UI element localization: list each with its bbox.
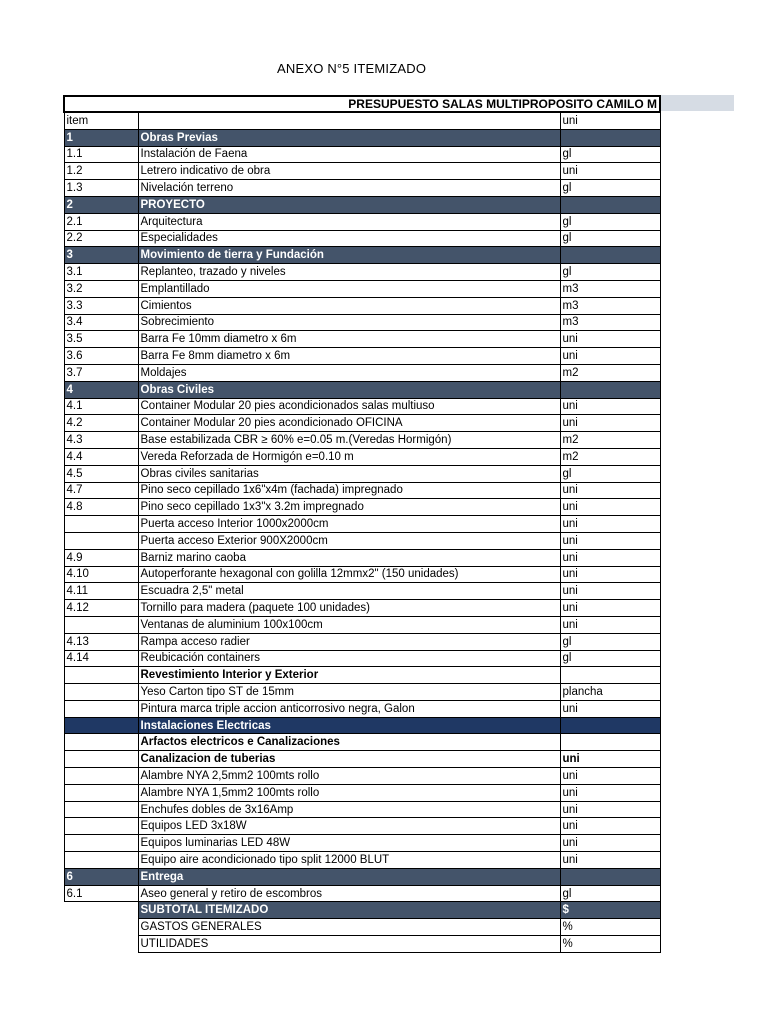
description-cell: Especialidades xyxy=(138,230,560,247)
table-row xyxy=(64,633,660,650)
description-cell: Obras Civiles xyxy=(138,381,560,398)
unit-cell xyxy=(560,129,660,146)
description-cell: Sobrecimiento xyxy=(138,314,560,331)
item-cell xyxy=(64,852,138,869)
description-cell: Yeso Carton tipo ST de 15mm xyxy=(138,684,560,701)
unit-cell: uni xyxy=(560,583,660,600)
table-row xyxy=(64,213,660,230)
table-row xyxy=(64,801,660,818)
table-row xyxy=(64,751,660,768)
description-cell: GASTOS GENERALES xyxy=(138,919,560,936)
item-cell: 4.4 xyxy=(64,448,138,465)
item-cell xyxy=(64,784,138,801)
item-cell: 3.4 xyxy=(64,314,138,331)
unit-cell: uni xyxy=(560,482,660,499)
description-cell xyxy=(138,112,560,129)
item-cell xyxy=(64,768,138,785)
description-cell: Canalizacion de tuberias xyxy=(138,751,560,768)
unit-cell: uni xyxy=(560,818,660,835)
item-cell: 3.1 xyxy=(64,264,138,281)
table-row xyxy=(64,532,660,549)
description-cell: Puerta acceso Exterior 900X2000cm xyxy=(138,532,560,549)
description-cell: Cimientos xyxy=(138,297,560,314)
unit-cell: uni xyxy=(560,415,660,432)
description-cell: Nivelación terreno xyxy=(138,180,560,197)
table-row xyxy=(64,348,660,365)
item-cell: 4.5 xyxy=(64,465,138,482)
item-cell: 2.2 xyxy=(64,230,138,247)
unit-cell xyxy=(560,381,660,398)
unit-cell: % xyxy=(560,919,660,936)
table-row xyxy=(64,868,660,885)
table-row xyxy=(64,264,660,281)
item-cell xyxy=(64,516,138,533)
table-row xyxy=(64,667,660,684)
unit-cell: uni xyxy=(560,398,660,415)
unit-cell: uni xyxy=(560,348,660,365)
item-cell: 3 xyxy=(64,247,138,264)
item-cell: 3.7 xyxy=(64,364,138,381)
description-cell: Equipos luminarias LED 48W xyxy=(138,835,560,852)
unit-cell: gl xyxy=(560,264,660,281)
description-cell: Pino seco cepillado 1x6"x4m (fachada) impregnado xyxy=(138,482,560,499)
document-title: ANEXO N°5 ITEMIZADO xyxy=(277,61,427,76)
unit-cell: uni xyxy=(560,835,660,852)
item-cell xyxy=(64,532,138,549)
table-row xyxy=(64,852,660,869)
table-row xyxy=(64,331,660,348)
unit-cell: $ xyxy=(560,902,660,919)
description-cell: Replanteo, trazado y niveles xyxy=(138,264,560,281)
description-cell: Alambre NYA 2,5mm2 100mts rollo xyxy=(138,768,560,785)
item-cell: 3.3 xyxy=(64,297,138,314)
unit-cell: uni xyxy=(560,331,660,348)
unit-cell xyxy=(560,734,660,751)
item-cell xyxy=(64,835,138,852)
table-row xyxy=(64,180,660,197)
unit-cell: uni xyxy=(560,616,660,633)
item-cell: 4.9 xyxy=(64,549,138,566)
unit-cell: uni xyxy=(560,499,660,516)
description-cell: Barra Fe 8mm diametro x 6m xyxy=(138,348,560,365)
item-cell: 4.7 xyxy=(64,482,138,499)
description-cell: Entrega xyxy=(138,868,560,885)
table-row xyxy=(64,768,660,785)
item-cell xyxy=(64,667,138,684)
description-cell: Tornillo para madera (paquete 100 unidades) xyxy=(138,600,560,617)
item-cell xyxy=(64,717,138,734)
item-cell xyxy=(64,902,138,919)
table-row xyxy=(64,381,660,398)
description-cell: Alambre NYA 1,5mm2 100mts rollo xyxy=(138,784,560,801)
unit-cell xyxy=(560,667,660,684)
unit-cell: m3 xyxy=(560,314,660,331)
description-cell: Equipo aire acondicionado tipo split 12000 BLUT xyxy=(138,852,560,869)
table-row xyxy=(64,112,660,129)
description-cell: Container Modular 20 pies acondicionado OFICINA xyxy=(138,415,560,432)
item-cell: 4.1 xyxy=(64,398,138,415)
table-row xyxy=(64,616,660,633)
description-cell: Barra Fe 10mm diametro x 6m xyxy=(138,331,560,348)
description-cell: Enchufes dobles de 3x16Amp xyxy=(138,801,560,818)
item-cell: 4 xyxy=(64,381,138,398)
description-cell: Escuadra 2,5" metal xyxy=(138,583,560,600)
unit-cell: uni xyxy=(560,163,660,180)
unit-cell: uni xyxy=(560,600,660,617)
item-cell xyxy=(64,936,138,953)
table-row xyxy=(64,902,660,919)
table-row xyxy=(64,196,660,213)
unit-cell xyxy=(560,196,660,213)
item-cell: 4.3 xyxy=(64,432,138,449)
unit-cell: gl xyxy=(560,465,660,482)
table-row xyxy=(64,835,660,852)
item-cell: 4.8 xyxy=(64,499,138,516)
unit-cell: uni xyxy=(560,516,660,533)
description-cell: Revestimiento Interior y Exterior xyxy=(138,667,560,684)
header-overflow-cell xyxy=(659,95,734,111)
description-cell: Autoperforante hexagonal con golilla 12mmx2" (150 unidades) xyxy=(138,566,560,583)
unit-cell xyxy=(560,717,660,734)
description-cell: Arfactos electricos e Canalizaciones xyxy=(138,734,560,751)
unit-cell: gl xyxy=(560,633,660,650)
description-cell: Movimiento de tierra y Fundación xyxy=(138,247,560,264)
table-row xyxy=(64,415,660,432)
item-cell xyxy=(64,801,138,818)
table-row xyxy=(64,600,660,617)
table-row xyxy=(64,936,660,953)
description-cell: Pino seco cepillado 1x3"x 3.2m impregnado xyxy=(138,499,560,516)
item-cell xyxy=(64,684,138,701)
unit-cell: gl xyxy=(560,650,660,667)
item-cell: 6.1 xyxy=(64,885,138,902)
item-cell: 4.11 xyxy=(64,583,138,600)
table-row xyxy=(64,700,660,717)
table-row xyxy=(64,885,660,902)
table-row xyxy=(64,919,660,936)
description-cell: Puerta acceso Interior 1000x2000cm xyxy=(138,516,560,533)
item-cell: 3.2 xyxy=(64,280,138,297)
table-row xyxy=(64,482,660,499)
item-cell: 4.10 xyxy=(64,566,138,583)
description-cell: Emplantillado xyxy=(138,280,560,297)
item-cell: 3.5 xyxy=(64,331,138,348)
table-row xyxy=(64,684,660,701)
table-row xyxy=(64,818,660,835)
unit-cell: m3 xyxy=(560,280,660,297)
table-row xyxy=(64,129,660,146)
item-cell: 2.1 xyxy=(64,213,138,230)
item-cell xyxy=(64,616,138,633)
unit-cell: m2 xyxy=(560,364,660,381)
item-cell xyxy=(64,751,138,768)
table-row xyxy=(64,280,660,297)
table-row xyxy=(64,516,660,533)
item-cell: 4.2 xyxy=(64,415,138,432)
unit-cell: uni xyxy=(560,700,660,717)
table-row xyxy=(64,784,660,801)
description-cell: Reubicación containers xyxy=(138,650,560,667)
item-cell: 4.12 xyxy=(64,600,138,617)
table-row xyxy=(64,314,660,331)
budget-table xyxy=(63,95,661,953)
table-row xyxy=(64,465,660,482)
description-cell: Moldajes xyxy=(138,364,560,381)
table-row xyxy=(64,398,660,415)
unit-cell: uni xyxy=(560,784,660,801)
table-row xyxy=(64,146,660,163)
description-cell: Rampa acceso radier xyxy=(138,633,560,650)
unit-cell: m3 xyxy=(560,297,660,314)
unit-cell: m2 xyxy=(560,432,660,449)
unit-cell: gl xyxy=(560,230,660,247)
item-cell: item xyxy=(64,112,138,129)
description-cell: Barniz marino caoba xyxy=(138,549,560,566)
table-row xyxy=(64,364,660,381)
unit-cell: uni xyxy=(560,801,660,818)
unit-cell: gl xyxy=(560,180,660,197)
description-cell: Arquitectura xyxy=(138,213,560,230)
unit-cell: % xyxy=(560,936,660,953)
description-cell: Base estabilizada CBR ≥ 60% e=0.05 m.(Veredas Hormigón) xyxy=(138,432,560,449)
table-row xyxy=(64,247,660,264)
description-cell: Instalación de Faena xyxy=(138,146,560,163)
description-cell: Aseo general y retiro de escombros xyxy=(138,885,560,902)
unit-cell: gl xyxy=(560,213,660,230)
unit-cell: gl xyxy=(560,146,660,163)
item-cell: 1.3 xyxy=(64,180,138,197)
unit-cell: plancha xyxy=(560,684,660,701)
item-cell: 6 xyxy=(64,868,138,885)
unit-cell: uni xyxy=(560,112,660,129)
unit-cell: uni xyxy=(560,566,660,583)
description-cell: Container Modular 20 pies acondicionados salas multiuso xyxy=(138,398,560,415)
unit-cell xyxy=(560,247,660,264)
description-cell: UTILIDADES xyxy=(138,936,560,953)
table-row xyxy=(64,566,660,583)
description-cell: Obras Previas xyxy=(138,129,560,146)
description-cell: Vereda Reforzada de Hormigón e=0.10 m xyxy=(138,448,560,465)
table-row xyxy=(64,230,660,247)
item-cell xyxy=(64,919,138,936)
item-cell: 1.2 xyxy=(64,163,138,180)
description-cell: Pintura marca triple accion anticorrosivo negra, Galon xyxy=(138,700,560,717)
unit-cell: uni xyxy=(560,768,660,785)
item-cell: 4.13 xyxy=(64,633,138,650)
description-cell: Instalaciones Electricas xyxy=(138,717,560,734)
budget-header-row xyxy=(64,96,660,112)
table-row xyxy=(64,583,660,600)
item-cell: 4.14 xyxy=(64,650,138,667)
unit-cell xyxy=(560,868,660,885)
unit-cell: uni xyxy=(560,549,660,566)
description-cell: Letrero indicativo de obra xyxy=(138,163,560,180)
unit-cell: uni xyxy=(560,532,660,549)
item-cell xyxy=(64,700,138,717)
unit-cell: uni xyxy=(560,852,660,869)
description-cell: Obras civiles sanitarias xyxy=(138,465,560,482)
table-row xyxy=(64,297,660,314)
table-row xyxy=(64,717,660,734)
unit-cell: uni xyxy=(560,751,660,768)
table-row xyxy=(64,650,660,667)
description-cell: SUBTOTAL ITEMIZADO xyxy=(138,902,560,919)
unit-cell: gl xyxy=(560,885,660,902)
table-row xyxy=(64,549,660,566)
table-row xyxy=(64,448,660,465)
description-cell: PROYECTO xyxy=(138,196,560,213)
table-row xyxy=(64,499,660,516)
description-cell: Equipos LED 3x18W xyxy=(138,818,560,835)
item-cell xyxy=(64,734,138,751)
item-cell: 1.1 xyxy=(64,146,138,163)
unit-cell: m2 xyxy=(560,448,660,465)
budget-header: PRESUPUESTO SALAS MULTIPROPOSITO CAMILO M xyxy=(64,96,660,112)
description-cell: Ventanas de aluminium 100x100cm xyxy=(138,616,560,633)
item-cell: 3.6 xyxy=(64,348,138,365)
item-cell: 2 xyxy=(64,196,138,213)
item-cell: 1 xyxy=(64,129,138,146)
item-cell xyxy=(64,818,138,835)
table-row xyxy=(64,432,660,449)
table-row xyxy=(64,734,660,751)
table-row xyxy=(64,163,660,180)
